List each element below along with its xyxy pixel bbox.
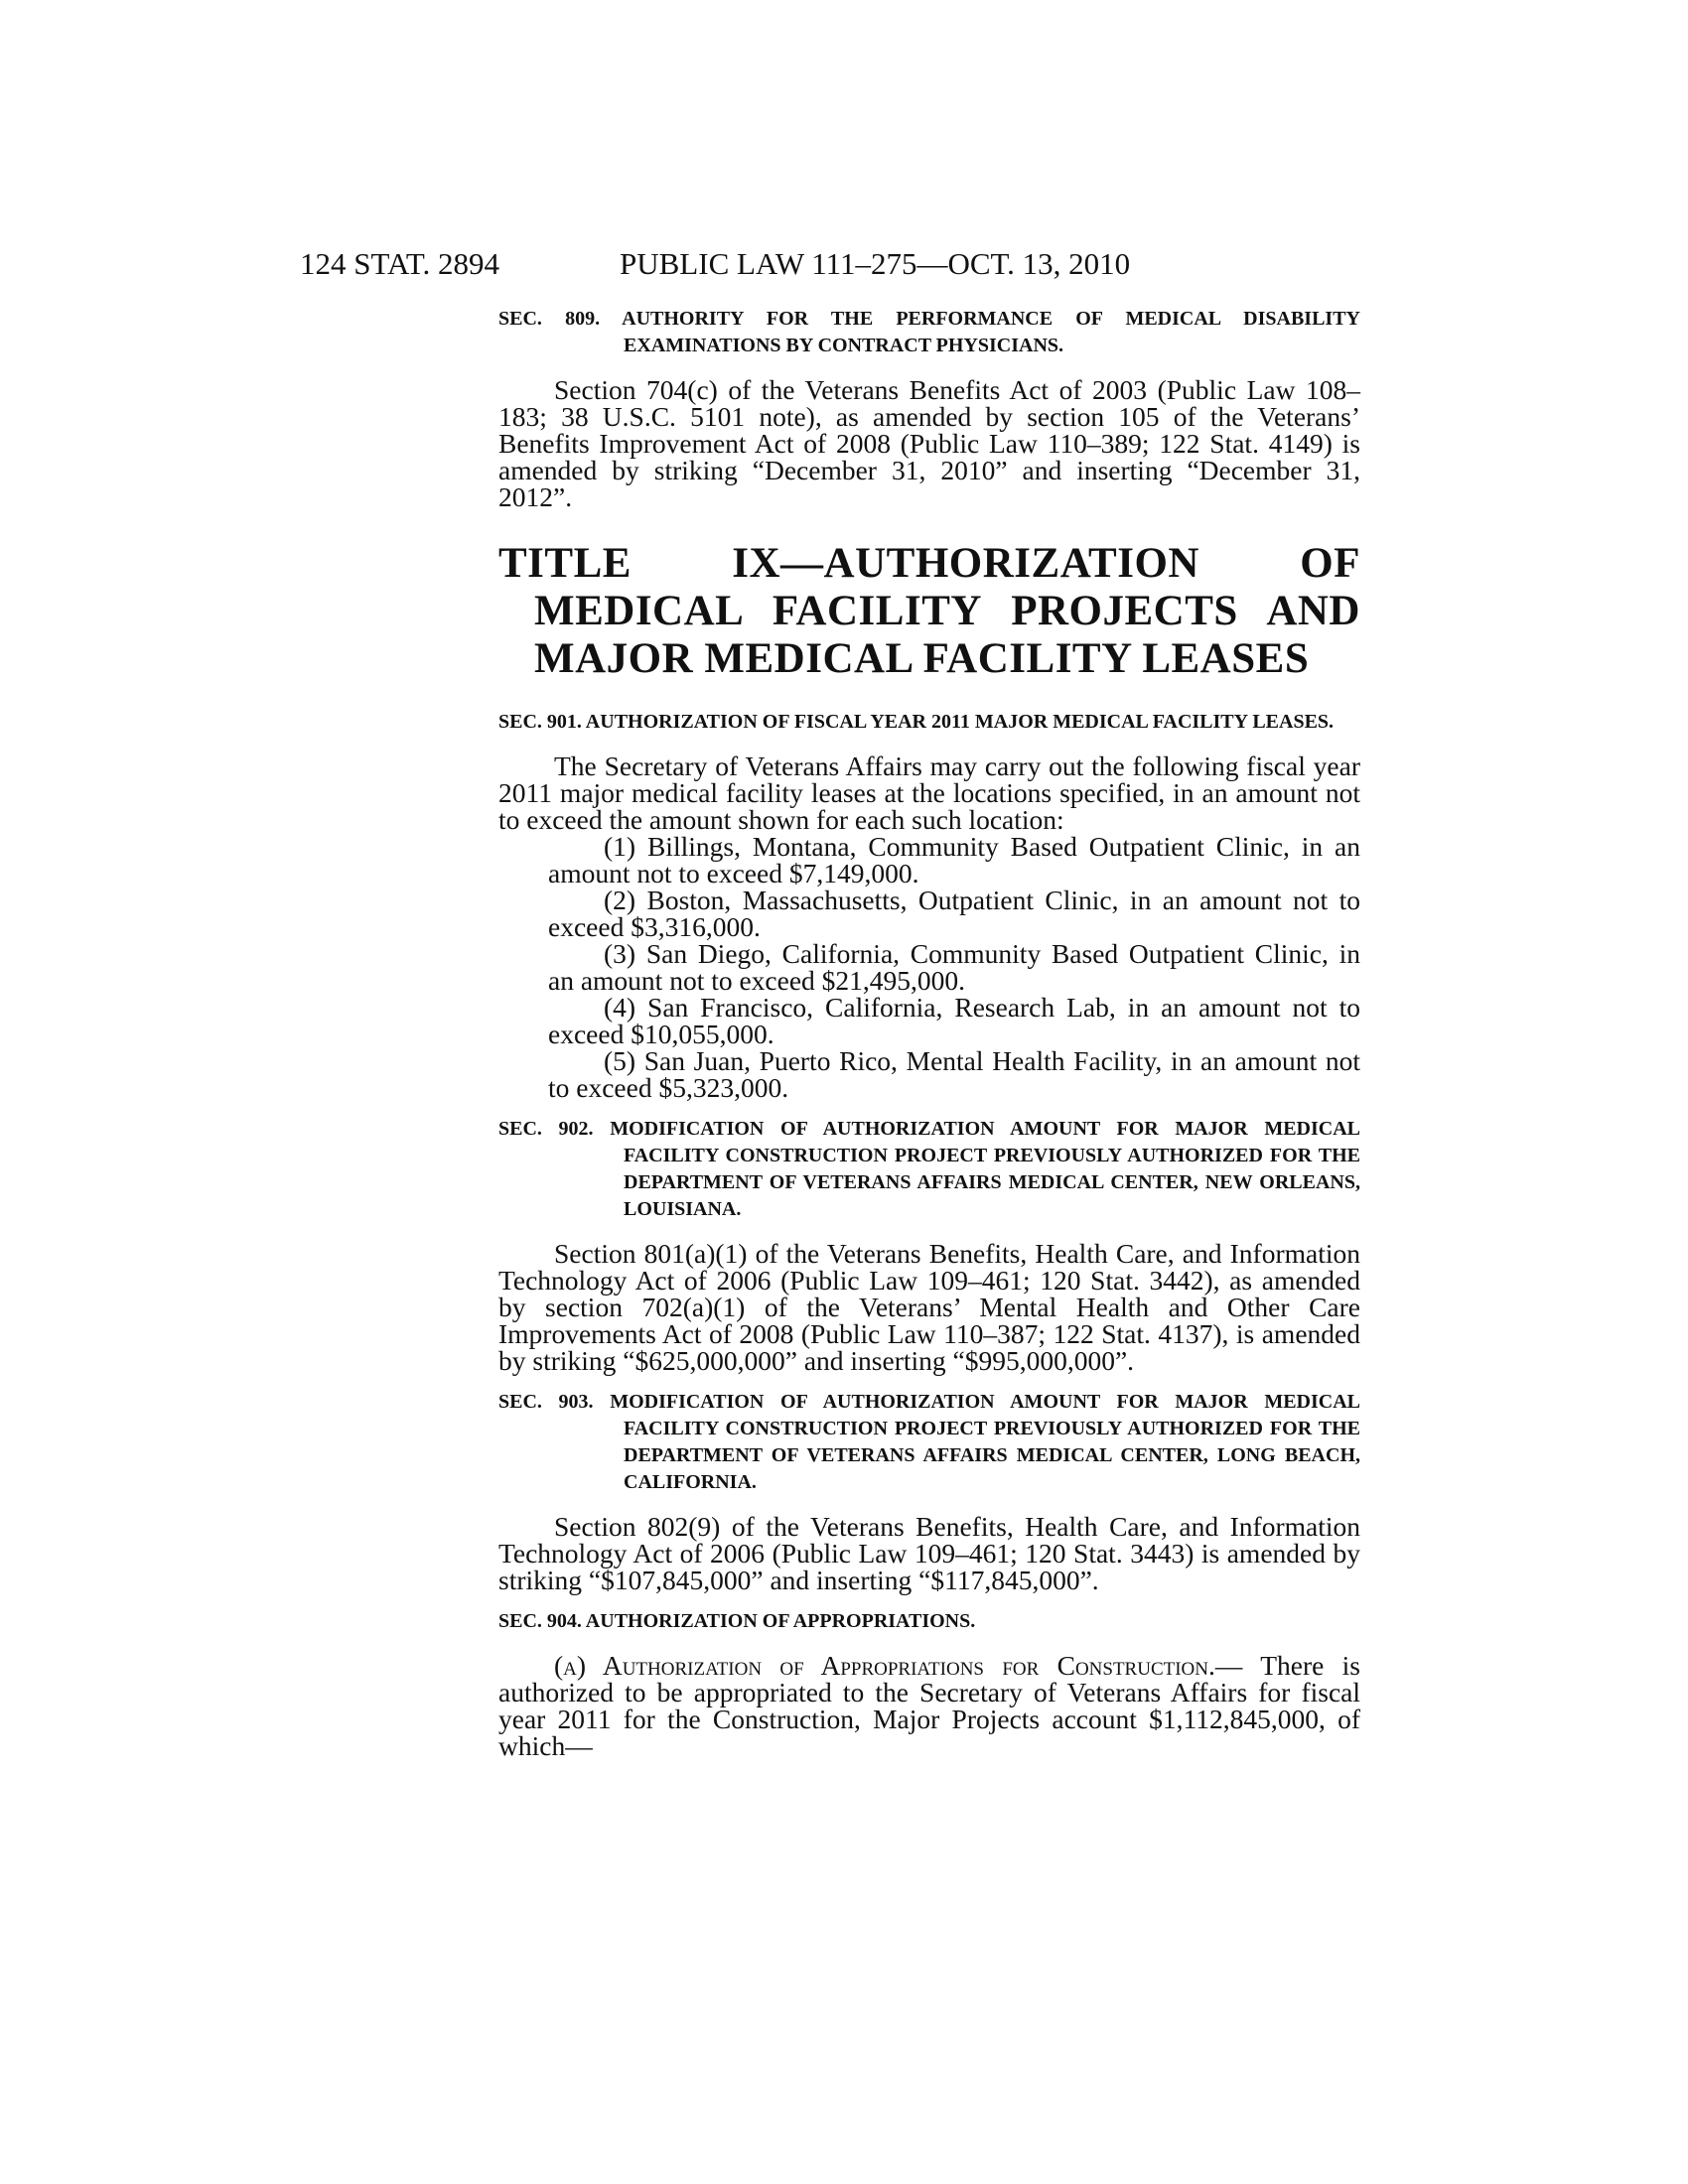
section-902-body: Section 801(a)(1) of the Veterans Benefits, Health Care, and Information Technology Act of 2006 (Public Law 109–461; 120 Stat. 3442), as amended by section 702(a)(1) of the Veterans’ Mental Health and Other Care Improvements Act of 2008 (Public Law 110–387; 122 Stat. 4137), is amended by striking “$625,000,000” and inserting “$995,000,000”. bbox=[498, 1238, 1360, 1376]
page-content bbox=[498, 306, 1360, 1759]
section-809-body: Section 704(c) of the Veterans Benefits Act of 2003 (Public Law 108–183; 38 U.S.C. 5101 note), as amended by section 105 of the Veterans’ Benefits Improvement Act of 2008 (Public Law 110–389; 122 Stat. 4149) is amended by striking “December 31, 2010” and inserting “December 31, 2012”. bbox=[498, 374, 1360, 512]
section-903-heading: SEC. 903. MODIFICATION OF AUTHORIZATION AMOUNT FOR MAJOR MEDICAL FACILITY CONSTRUCTION PROJECT PREVIOUSLY AUTHORIZED FOR THE DEPARTMENT OF VETERANS AFFAIRS MEDICAL CENTER, LONG BEACH, CALIFORNIA. bbox=[498, 1391, 1360, 1493]
lease-item: (3) San Diego, California, Community Based Outpatient Clinic, in an amount not to exceed $21,495,000. bbox=[548, 938, 1360, 996]
statute-page-number: 124 STAT. 2894 bbox=[300, 246, 500, 281]
title-ix-heading: TITLE IX—AUTHORIZATION OF MEDICAL FACILITY PROJECTS AND MAJOR MEDICAL FACILITY LEASES bbox=[498, 540, 1360, 682]
lease-item: (2) Boston, Massachusetts, Outpatient Clinic, in an amount not to exceed $3,316,000. bbox=[548, 885, 1360, 942]
section-809-heading: SEC. 809. AUTHORITY FOR THE PERFORMANCE OF MEDICAL DISABILITY EXAMINATIONS BY CONTRACT PHYSICIANS. bbox=[498, 308, 1360, 356]
section-902-heading: SEC. 902. MODIFICATION OF AUTHORIZATION AMOUNT FOR MAJOR MEDICAL FACILITY CONSTRUCTION PROJECT PREVIOUSLY AUTHORIZED FOR THE DEPARTMENT OF VETERANS AFFAIRS MEDICAL CENTER, NEW ORLEANS, LOUISIANA. bbox=[498, 1118, 1360, 1220]
subsection-a-text: There is authorized to be appropriated to the Secretary of Veterans Affairs for fiscal year 2011 for the Construction, Major Projects account $1,112,845,000, of which— bbox=[498, 1650, 1360, 1761]
section-904-body bbox=[498, 1652, 1360, 1759]
lease-item: (4) San Francisco, California, Research Lab, in an amount not to exceed $10,055,000. bbox=[548, 992, 1360, 1049]
section-904-heading: SEC. 904. AUTHORIZATION OF APPROPRIATIONS. bbox=[498, 1610, 976, 1632]
lease-item: (5) San Juan, Puerto Rico, Mental Health Facility, in an amount not to exceed $5,323,000. bbox=[548, 1045, 1360, 1103]
section-901-heading: SEC. 901. AUTHORIZATION OF FISCAL YEAR 2011 MAJOR MEDICAL FACILITY LEASES. bbox=[498, 711, 1335, 733]
lease-item: (1) Billings, Montana, Community Based Outpatient Clinic, in an amount not to exceed $7,149,000. bbox=[548, 831, 1360, 888]
subsection-a-label: (a) Authorization of Appropriations for Construction.— bbox=[554, 1650, 1243, 1681]
section-903-body: Section 802(9) of the Veterans Benefits, Health Care, and Information Technology Act of 2006 (Public Law 109–461; 120 Stat. 3443) is amended by striking “$107,845,000” and inserting “$117,845,000”. bbox=[498, 1511, 1360, 1595]
running-head: PUBLIC LAW 111–275—OCT. 13, 2010 bbox=[620, 246, 1131, 281]
section-901-body: The Secretary of Veterans Affairs may carry out the following fiscal year 2011 major medical facility leases at the locations specified, in an amount not to exceed the amount shown for each such location: bbox=[498, 751, 1360, 835]
page-header bbox=[300, 244, 1362, 284]
